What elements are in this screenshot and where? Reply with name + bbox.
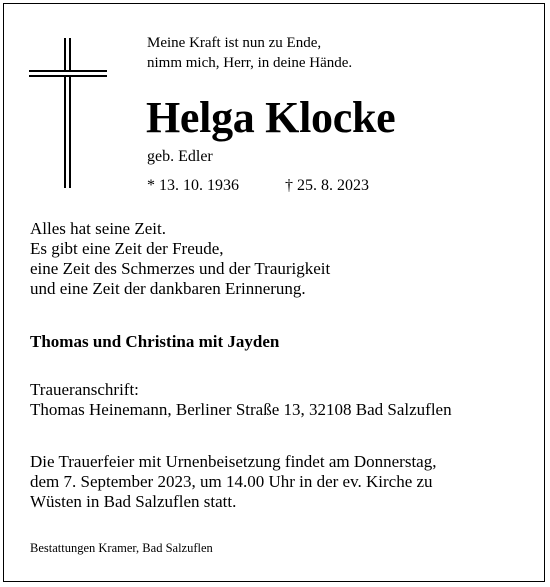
quote-line: Es gibt eine Zeit der Freude,: [30, 239, 224, 258]
funeral-home: Bestattungen Kramer, Bad Salzuflen: [30, 541, 213, 555]
service-line: dem 7. September 2023, um 14.00 Uhr in der ev. Kirche zu: [30, 472, 433, 491]
mourning-family: Thomas und Christina mit Jayden: [30, 332, 280, 351]
service-details: [30, 452, 436, 512]
death-date: † 25. 8. 2023: [285, 177, 369, 194]
motto-line: nimm mich, Herr, in deine Hände.: [147, 55, 353, 71]
service-line: Die Trauerfeier mit Urnenbeisetzung findet am Donnerstag,: [30, 452, 437, 471]
address-label: Traueranschrift:: [30, 380, 139, 399]
quote: [30, 219, 330, 299]
motto: [147, 33, 352, 73]
quote-line: und eine Zeit der dankbaren Erinnerung.: [30, 279, 306, 298]
address-value: Thomas Heinemann, Berliner Straße 13, 32108 Bad Salzuflen: [30, 400, 452, 419]
maiden-name: geb. Edler: [147, 148, 213, 165]
deceased-name: Helga Klocke: [146, 93, 396, 142]
quote-line: eine Zeit des Schmerzes und der Traurigkeit: [30, 259, 331, 278]
cross-icon: [29, 38, 107, 188]
mourning-address: [30, 380, 452, 420]
quote-line: Alles hat seine Zeit.: [30, 219, 166, 238]
service-line: Wüsten in Bad Salzuflen statt.: [30, 492, 237, 511]
motto-line: Meine Kraft ist nun zu Ende,: [147, 35, 322, 51]
birth-date: * 13. 10. 1936: [147, 177, 239, 194]
